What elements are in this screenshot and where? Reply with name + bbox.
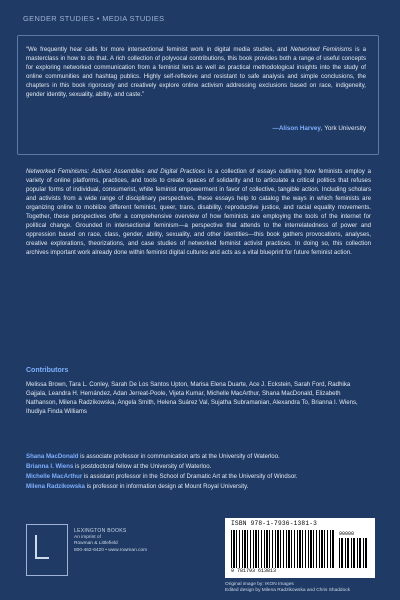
bio-name: Michelle MacArthur	[26, 473, 83, 481]
price-barcode-icon	[339, 538, 369, 568]
contributors-heading: Contributors	[26, 367, 69, 374]
quote-text-start: “We frequently hear calls for more intersectional feminist work in digital media studies, and	[26, 46, 291, 53]
endorsement-quote	[26, 45, 366, 100]
publisher-name: LEXINGTON BOOKS	[74, 528, 127, 534]
publisher-parent: Rowman & Littlefield	[74, 541, 118, 547]
bio-text: is assistant professor in the School of Dramatic Art at the University of Windsor.	[82, 473, 298, 481]
publisher-contact: 800-462-6420 • www.rowman.com	[74, 547, 148, 553]
quote-book-title: Networked Feminisms	[290, 46, 353, 53]
publisher-imprint: An imprint of	[74, 534, 101, 540]
bio-name: Brianna I. Wiens	[26, 463, 74, 471]
category-label: GENDER STUDIES • MEDIA STUDIES	[23, 14, 165, 23]
endorser-affiliation: , York University	[320, 125, 366, 132]
description-body: is a collection of essays outlining how feminists employ a variety of online platforms, practices, and tools to create spaces of solidarity and to articulate a critical politics that refuses popular forms of individual, consumerist, white feminist empowerment in favor of collective, tangible action. Including scholars and activists from a wide range of disciplinary perspectives, these essays help to catalog the ways in which feminists are organizing online to mobilize different feminist, queer, trans, disability, reproductive justice, and racial equality movements. Together, these perspectives offer a comprehensive overview of how feminists are employing the tools of the internet for political change. Grounded in intersectional feminism—a perspective that attends to the interrelatedness of power and oppression based on race, class, gender, ability, sexuality, and other identities—this book gathers provocations, analyses, creative explorations, theorizations, and case studies of networked feminist activist practices. In doing so, this collection archives important work already done within feminist digital cultures and acts as a vital blueprint for future feminist action.	[26, 168, 371, 257]
contributors-list: Melissa Brown, Tara L. Conley, Sarah De Los Santos Upton, Marisa Elena Duarte, Ace J. Eckstein, Sarah Ford, Radhika Gajjala, Leandra H. Hernández, Adan Jerreat-Poole, Vijeta Kumar, Michelle MacArthur, Shana MacDonald, Elizabeth Nathanson, Milena Radzikowska, Angela Smith, Helena Suárez Val, Sujatha Subramanian, Alexandra To, Brianna I. Wiens, Ihudiya Finda Williams	[26, 381, 358, 416]
image-credit: Original image by: IKON Images	[225, 582, 294, 587]
quote-text-end: is a masterclass in how to do that. A rich collection of polyvocal contributions, this book provides both a range of useful concepts for exploring networked communication from a feminist lens as well as practical methodological insights into the study of online communities and hashtag publics. Highly self-reflexive and resistant to safe analysis and simple conclusions, the chapters in this book rigorously and creatively explore online activism addressing exclusions based on race, indigeneity, gender identity, sexuality, ability, and caste.”	[26, 46, 366, 99]
publisher-info	[74, 528, 194, 554]
description-title: Networked Feminisms: Activist Assemblies and Digital Practices	[26, 168, 206, 175]
bio-item	[26, 482, 371, 492]
design-credit: Edited design by Milena Radzikowska and Chris Shaddock	[225, 588, 351, 594]
bio-text: is associate professor in communication arts at the University of Waterloo.	[78, 453, 280, 460]
bio-text: is professor in information design at Mount Royal University.	[84, 483, 249, 491]
barcode-digits: 9 781793 613813	[231, 568, 277, 574]
endorsement-attribution	[26, 125, 366, 132]
endorser-name: —Alison Harvey	[272, 125, 321, 132]
bio-item	[26, 472, 371, 482]
bio-text: is postdoctoral fellow at the University of Waterloo.	[73, 463, 212, 471]
book-description	[26, 167, 371, 257]
price-code: 90000	[339, 531, 355, 537]
publisher-logo-icon	[26, 524, 68, 576]
design-credits	[225, 582, 395, 595]
editor-bios	[26, 452, 371, 492]
barcode-icon	[231, 530, 335, 568]
isbn-barcode-box	[225, 518, 375, 578]
bio-item	[26, 462, 371, 472]
bio-name: Milena Radzikowska	[26, 483, 85, 491]
isbn-label: ISBN 978-1-7936-1381-3	[231, 520, 318, 527]
bio-item	[26, 452, 371, 462]
bio-name: Shana MacDonald	[26, 453, 79, 460]
